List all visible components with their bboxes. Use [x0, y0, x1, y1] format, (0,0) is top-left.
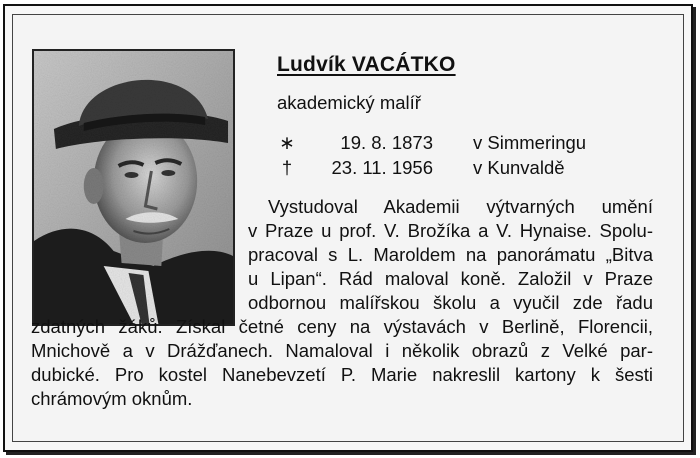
death-place: v Kunvaldě	[473, 157, 565, 178]
death-cross-icon: †	[281, 157, 293, 178]
person-profession: akademický malíř	[277, 92, 421, 113]
page-frame	[3, 4, 693, 452]
person-name: Ludvík VACÁTKO	[277, 53, 456, 76]
biography-line: Vystudoval Akademii výtvarných umění	[268, 196, 653, 217]
portrait-photo-icon	[34, 51, 233, 324]
biography-line: v Praze u prof. V. Brožíka a V. Hynaise. Spolu-	[248, 220, 653, 241]
portrait-photo	[32, 49, 235, 326]
content-panel	[12, 14, 684, 442]
birth-date: 19. 8. 1873	[340, 132, 433, 153]
biography-line: Mnichově a v Drážďanech. Namaloval i několik obrazů z Velké par-	[31, 340, 653, 361]
death-date: 23. 11. 1956	[331, 157, 433, 178]
biography-line: chrámovým oknům.	[31, 388, 193, 409]
birth-row	[277, 132, 657, 156]
biography-line: pracoval s L. Maroldem na panorámatu „Bitva	[248, 244, 653, 265]
biography-line: odbornou malířskou školu a vyučil zde řadu	[248, 292, 653, 313]
biography-line: zdatných žáků. Získal četné ceny na výstavách v Berlině, Florencii,	[31, 316, 653, 337]
death-row	[277, 157, 657, 181]
birth-star-icon: ∗	[279, 132, 295, 153]
biography-line: u Lipan“. Rád maloval koně. Založil v Praze	[248, 268, 653, 289]
biography-line: dubické. Pro kostel Nanebevzetí P. Marie nakreslil kartony k šesti	[31, 364, 653, 385]
birth-place: v Simmeringu	[473, 132, 587, 153]
